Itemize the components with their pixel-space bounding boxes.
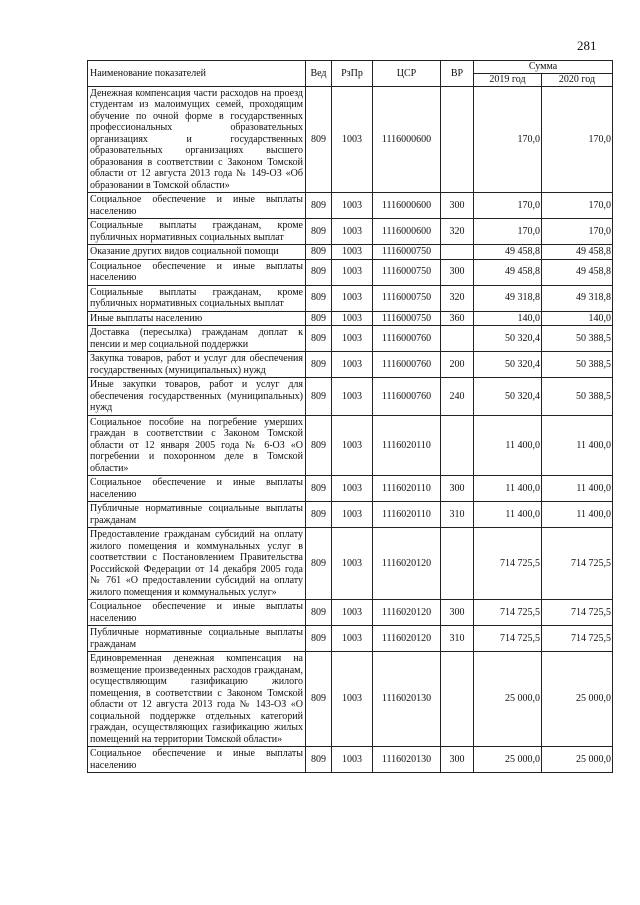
row-vr: 200 [441, 352, 474, 378]
row-sum-2019: 11 400,0 [474, 415, 542, 476]
table-row [88, 86, 613, 193]
row-sum-2020: 25 000,0 [542, 747, 613, 773]
table-row [88, 285, 613, 311]
table-row [88, 326, 613, 352]
row-csr: 1116000760 [373, 326, 441, 352]
table-row [88, 528, 613, 600]
row-csr: 1116000760 [373, 378, 441, 416]
row-sum-2020: 11 400,0 [542, 476, 613, 502]
row-rzpr: 1003 [332, 378, 373, 416]
row-sum-2020: 714 725,5 [542, 626, 613, 652]
row-csr: 1116000750 [373, 311, 441, 326]
row-ved: 809 [306, 626, 332, 652]
table-row [88, 245, 613, 260]
header-rzpr: РзПр [332, 61, 373, 87]
row-csr: 1116000600 [373, 86, 441, 193]
row-ved: 809 [306, 415, 332, 476]
row-csr: 1116020110 [373, 502, 441, 528]
row-vr [441, 415, 474, 476]
row-csr: 1116020110 [373, 415, 441, 476]
row-ved: 809 [306, 311, 332, 326]
row-rzpr: 1003 [332, 600, 373, 626]
table-row [88, 415, 613, 476]
row-csr: 1116000750 [373, 259, 441, 285]
table-row [88, 476, 613, 502]
row-csr: 1116000750 [373, 285, 441, 311]
row-rzpr: 1003 [332, 311, 373, 326]
header-vr: ВР [441, 61, 474, 87]
row-vr [441, 86, 474, 193]
header-ved: Вед [306, 61, 332, 87]
row-sum-2020: 50 388,5 [542, 378, 613, 416]
row-ved: 809 [306, 326, 332, 352]
row-ved: 809 [306, 378, 332, 416]
row-csr: 1116020110 [373, 476, 441, 502]
row-name: Социальное обеспечение и иные выплаты населению [88, 259, 306, 285]
row-vr: 320 [441, 285, 474, 311]
row-rzpr: 1003 [332, 415, 373, 476]
row-ved: 809 [306, 86, 332, 193]
row-sum-2020: 714 725,5 [542, 600, 613, 626]
row-sum-2020: 49 458,8 [542, 259, 613, 285]
row-vr: 320 [441, 219, 474, 245]
row-name: Социальные выплаты гражданам, кроме публичных нормативных социальных выплат [88, 219, 306, 245]
row-sum-2020: 170,0 [542, 219, 613, 245]
table-row [88, 193, 613, 219]
row-name: Закупка товаров, работ и услуг для обеспечения государственных (муниципальных) нужд [88, 352, 306, 378]
row-ved: 809 [306, 259, 332, 285]
row-sum-2019: 11 400,0 [474, 476, 542, 502]
row-sum-2019: 714 725,5 [474, 528, 542, 600]
header-2020: 2020 год [542, 74, 613, 87]
row-csr: 1116000600 [373, 219, 441, 245]
row-sum-2019: 49 458,8 [474, 259, 542, 285]
row-vr: 310 [441, 626, 474, 652]
row-sum-2019: 140,0 [474, 311, 542, 326]
row-vr: 300 [441, 476, 474, 502]
header-2019: 2019 год [474, 74, 542, 87]
row-vr: 240 [441, 378, 474, 416]
row-vr: 300 [441, 259, 474, 285]
row-csr: 1116020120 [373, 600, 441, 626]
row-rzpr: 1003 [332, 326, 373, 352]
row-name: Социальное обеспечение и иные выплаты населению [88, 747, 306, 773]
row-rzpr: 1003 [332, 476, 373, 502]
row-ved: 809 [306, 193, 332, 219]
row-rzpr: 1003 [332, 352, 373, 378]
row-sum-2020: 49 458,8 [542, 245, 613, 260]
row-sum-2020: 25 000,0 [542, 652, 613, 747]
row-vr: 300 [441, 747, 474, 773]
row-sum-2019: 49 458,8 [474, 245, 542, 260]
row-rzpr: 1003 [332, 193, 373, 219]
row-sum-2019: 50 320,4 [474, 352, 542, 378]
table-row [88, 747, 613, 773]
row-sum-2019: 714 725,5 [474, 600, 542, 626]
row-sum-2019: 50 320,4 [474, 326, 542, 352]
table-row [88, 219, 613, 245]
row-ved: 809 [306, 352, 332, 378]
row-sum-2020: 170,0 [542, 86, 613, 193]
row-name: Публичные нормативные социальные выплаты гражданам [88, 626, 306, 652]
table-row [88, 652, 613, 747]
row-ved: 809 [306, 219, 332, 245]
row-csr: 1116020130 [373, 652, 441, 747]
row-ved: 809 [306, 652, 332, 747]
row-sum-2020: 50 388,5 [542, 352, 613, 378]
row-vr [441, 245, 474, 260]
row-csr: 1116020120 [373, 528, 441, 600]
row-sum-2019: 170,0 [474, 86, 542, 193]
row-sum-2020: 49 318,8 [542, 285, 613, 311]
row-vr: 310 [441, 502, 474, 528]
row-rzpr: 1003 [332, 502, 373, 528]
table-row [88, 378, 613, 416]
row-csr: 1116000600 [373, 193, 441, 219]
header-name: Наименование показателей [88, 61, 306, 87]
row-name: Единовременная денежная компенсация на возмещение произведенных расходов гражданам, осуществляющим газификацию жилого помещения, в соответствии с Законом Томской области от 12 августа 2013 года № 143-ОЗ «О социальной поддержке отдельных категорий граждан, осуществляющих газификацию жилых помещений на территории Томской области» [88, 652, 306, 747]
row-sum-2019: 25 000,0 [474, 652, 542, 747]
table-row [88, 502, 613, 528]
row-sum-2020: 11 400,0 [542, 502, 613, 528]
row-sum-2019: 714 725,5 [474, 626, 542, 652]
row-sum-2019: 11 400,0 [474, 502, 542, 528]
row-rzpr: 1003 [332, 245, 373, 260]
row-ved: 809 [306, 747, 332, 773]
table-row [88, 600, 613, 626]
row-ved: 809 [306, 600, 332, 626]
row-vr: 300 [441, 600, 474, 626]
row-sum-2020: 140,0 [542, 311, 613, 326]
page-number: 281 [577, 38, 597, 53]
row-ved: 809 [306, 245, 332, 260]
row-rzpr: 1003 [332, 219, 373, 245]
row-name: Социальное обеспечение и иные выплаты населению [88, 193, 306, 219]
row-csr: 1116000760 [373, 352, 441, 378]
row-rzpr: 1003 [332, 747, 373, 773]
budget-table [87, 60, 613, 773]
row-sum-2019: 25 000,0 [474, 747, 542, 773]
row-rzpr: 1003 [332, 259, 373, 285]
table-row [88, 259, 613, 285]
row-name: Социальное пособие на погребение умерших граждан в соответствии с Законом Томской области от 12 января 2005 года № 6-ОЗ «О погребении и похоронном деле в Томской области» [88, 415, 306, 476]
row-csr: 1116000750 [373, 245, 441, 260]
row-sum-2019: 170,0 [474, 219, 542, 245]
row-rzpr: 1003 [332, 626, 373, 652]
row-name: Публичные нормативные социальные выплаты гражданам [88, 502, 306, 528]
row-csr: 1116020120 [373, 626, 441, 652]
row-name: Социальное обеспечение и иные выплаты населению [88, 476, 306, 502]
row-name: Социальное обеспечение и иные выплаты населению [88, 600, 306, 626]
row-rzpr: 1003 [332, 86, 373, 193]
row-sum-2019: 170,0 [474, 193, 542, 219]
row-ved: 809 [306, 285, 332, 311]
row-vr: 300 [441, 193, 474, 219]
row-rzpr: 1003 [332, 528, 373, 600]
row-csr: 1116020130 [373, 747, 441, 773]
row-sum-2019: 49 318,8 [474, 285, 542, 311]
row-name: Доставка (пересылка) гражданам доплат к пенсии и мер социальной поддержки [88, 326, 306, 352]
row-sum-2020: 714 725,5 [542, 528, 613, 600]
row-name: Иные закупки товаров, работ и услуг для обеспечения государственных (муниципальных) нужд [88, 378, 306, 416]
row-name: Иные выплаты населению [88, 311, 306, 326]
row-ved: 809 [306, 502, 332, 528]
row-rzpr: 1003 [332, 652, 373, 747]
table-row [88, 352, 613, 378]
header-csr: ЦСР [373, 61, 441, 87]
row-rzpr: 1003 [332, 285, 373, 311]
row-name: Предоставление гражданам субсидий на оплату жилого помещения и коммунальных услуг в соответствии с Постановлением Правительства Российской Федерации от 14 декабря 2005 года № 761 «О предоставлении субсидий на оплату жилого помещения и коммунальных услуг» [88, 528, 306, 600]
row-name: Денежная компенсация части расходов на проезд студентам из малоимущих семей, проходящим обучение по очной форме в государственных профессиональных образовательных организациях и государственных образовательных организациях высшего образования в соответствии с Законом Томской области от 12 августа 2013 года № 149-ОЗ «Об образовании в Томской области» [88, 86, 306, 193]
row-sum-2019: 50 320,4 [474, 378, 542, 416]
row-ved: 809 [306, 476, 332, 502]
row-vr [441, 528, 474, 600]
row-name: Оказание других видов социальной помощи [88, 245, 306, 260]
row-name: Социальные выплаты гражданам, кроме публичных нормативных социальных выплат [88, 285, 306, 311]
table-row [88, 311, 613, 326]
row-vr [441, 652, 474, 747]
row-sum-2020: 11 400,0 [542, 415, 613, 476]
row-vr: 360 [441, 311, 474, 326]
table-row [88, 626, 613, 652]
row-vr [441, 326, 474, 352]
header-sum: Сумма [474, 61, 613, 74]
row-sum-2020: 50 388,5 [542, 326, 613, 352]
row-sum-2020: 170,0 [542, 193, 613, 219]
row-ved: 809 [306, 528, 332, 600]
